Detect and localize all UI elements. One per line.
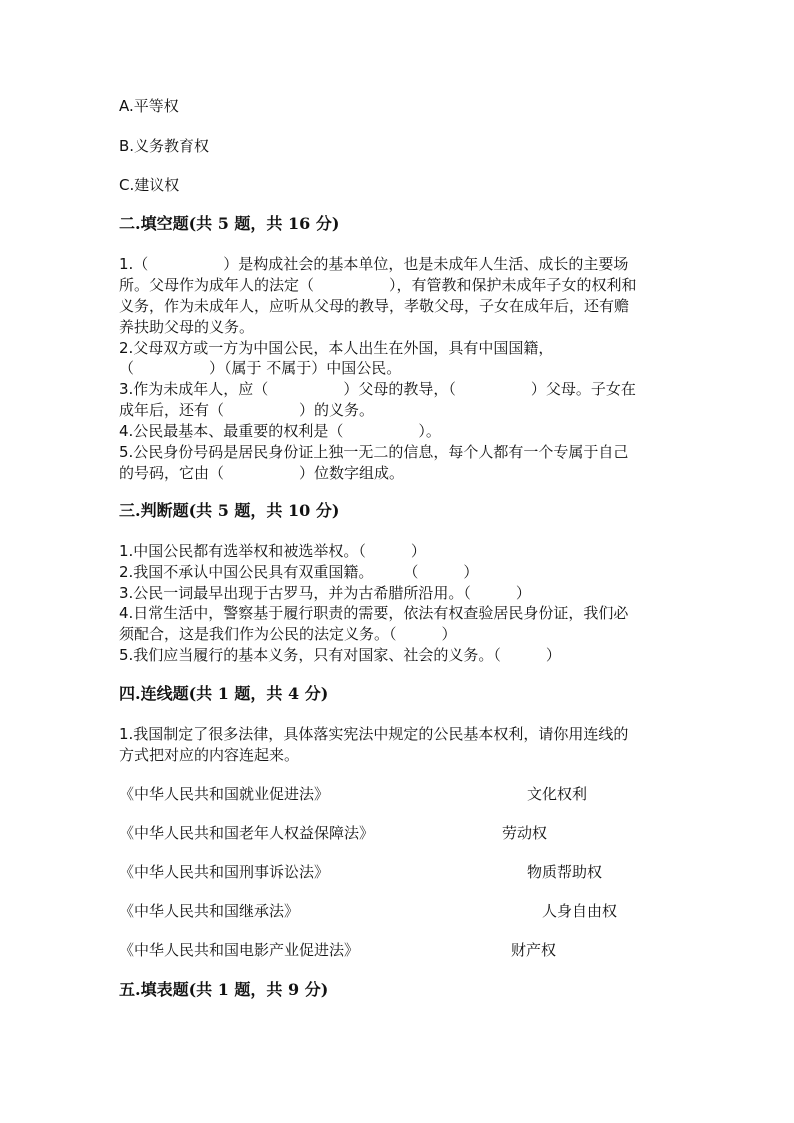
tf-q4-line1: 4.日常生活中，警察基于履行职责的需要，依法有权查验居民身份证，我们必 bbox=[119, 604, 629, 622]
section-heading-true-false: 三.判断题(共 5 题，共 10 分) bbox=[119, 501, 340, 520]
fill-q4: 4.公民最基本、最重要的权利是（ ）。 bbox=[119, 422, 441, 440]
fill-q1-line4: 养扶助父母的义务。 bbox=[119, 318, 255, 336]
law-item: 《中华人民共和国刑事诉讼法》 bbox=[119, 863, 330, 881]
section-heading-matching: 四.连线题(共 1 题，共 4 分) bbox=[119, 684, 329, 703]
fill-q2-line1: 2.父母双方或一方为中国公民，本人出生在外国，具有中国国籍， bbox=[119, 339, 554, 357]
fill-q3-line2: 成年后，还有（ ）的义务。 bbox=[119, 401, 375, 419]
fill-q2-line2: （ ）（属于 不属于）中国公民。 bbox=[119, 359, 402, 377]
right-item: 物质帮助权 bbox=[527, 863, 603, 881]
law-item: 《中华人民共和国电影产业促进法》 bbox=[119, 941, 360, 959]
law-item: 《中华人民共和国继承法》 bbox=[119, 902, 300, 920]
tf-q2: 2.我国不承认中国公民具有双重国籍。 （ ） bbox=[119, 563, 479, 581]
law-item: 《中华人民共和国老年人权益保障法》 bbox=[119, 824, 375, 842]
right-item: 劳动权 bbox=[502, 824, 548, 842]
tf-q1: 1.中国公民都有选举权和被选举权。（ ） bbox=[119, 542, 426, 560]
fill-q5-line1: 5.公民身份号码是居民身份证上独一无二的信息，每个人都有一个专属于自己 bbox=[119, 443, 629, 461]
tf-q5: 5.我们应当履行的基本义务，只有对国家、社会的义务。（ ） bbox=[119, 646, 561, 664]
fill-q1-line3: 义务，作为未成年人，应听从父母的教导，孝敬父母，子女在成年后，还有赡 bbox=[119, 297, 630, 315]
fill-q1-line1: 1.（ ）是构成社会的基本单位，也是未成年人生活、成长的主要场 bbox=[119, 255, 629, 273]
tf-q3: 3.公民一词最早出现于古罗马，并为古希腊所沿用。（ ） bbox=[119, 584, 531, 602]
match-q1-line1: 1.我国制定了很多法律，具体落实宪法中规定的公民基本权利，请你用连线的 bbox=[119, 725, 629, 743]
right-item: 文化权利 bbox=[527, 785, 588, 803]
tf-q4-line2: 须配合，这是我们作为公民的法定义务。（ ） bbox=[119, 625, 457, 643]
fill-q3-line1: 3.作为未成年人，应（ ）父母的教导，（ ）父母。子女在 bbox=[119, 380, 636, 398]
match-q1-line2: 方式把对应的内容连起来。 bbox=[119, 746, 300, 764]
option-a: A.平等权 bbox=[119, 97, 179, 115]
section-heading-fill-blank: 二.填空题(共 5 题，共 16 分) bbox=[119, 214, 340, 233]
law-item: 《中华人民共和国就业促进法》 bbox=[119, 785, 330, 803]
fill-q5-line2: 的号码，它由（ ）位数字组成。 bbox=[119, 464, 405, 482]
option-c: C.建议权 bbox=[119, 176, 180, 194]
right-item: 人身自由权 bbox=[542, 902, 618, 920]
option-b: B.义务教育权 bbox=[119, 137, 210, 155]
right-item: 财产权 bbox=[511, 941, 557, 959]
fill-q1-line2: 所。父母作为成年人的法定（ ），有管教和保护未成年子女的权利和 bbox=[119, 276, 637, 294]
section-heading-table-fill: 五.填表题(共 1 题，共 9 分) bbox=[119, 980, 329, 999]
